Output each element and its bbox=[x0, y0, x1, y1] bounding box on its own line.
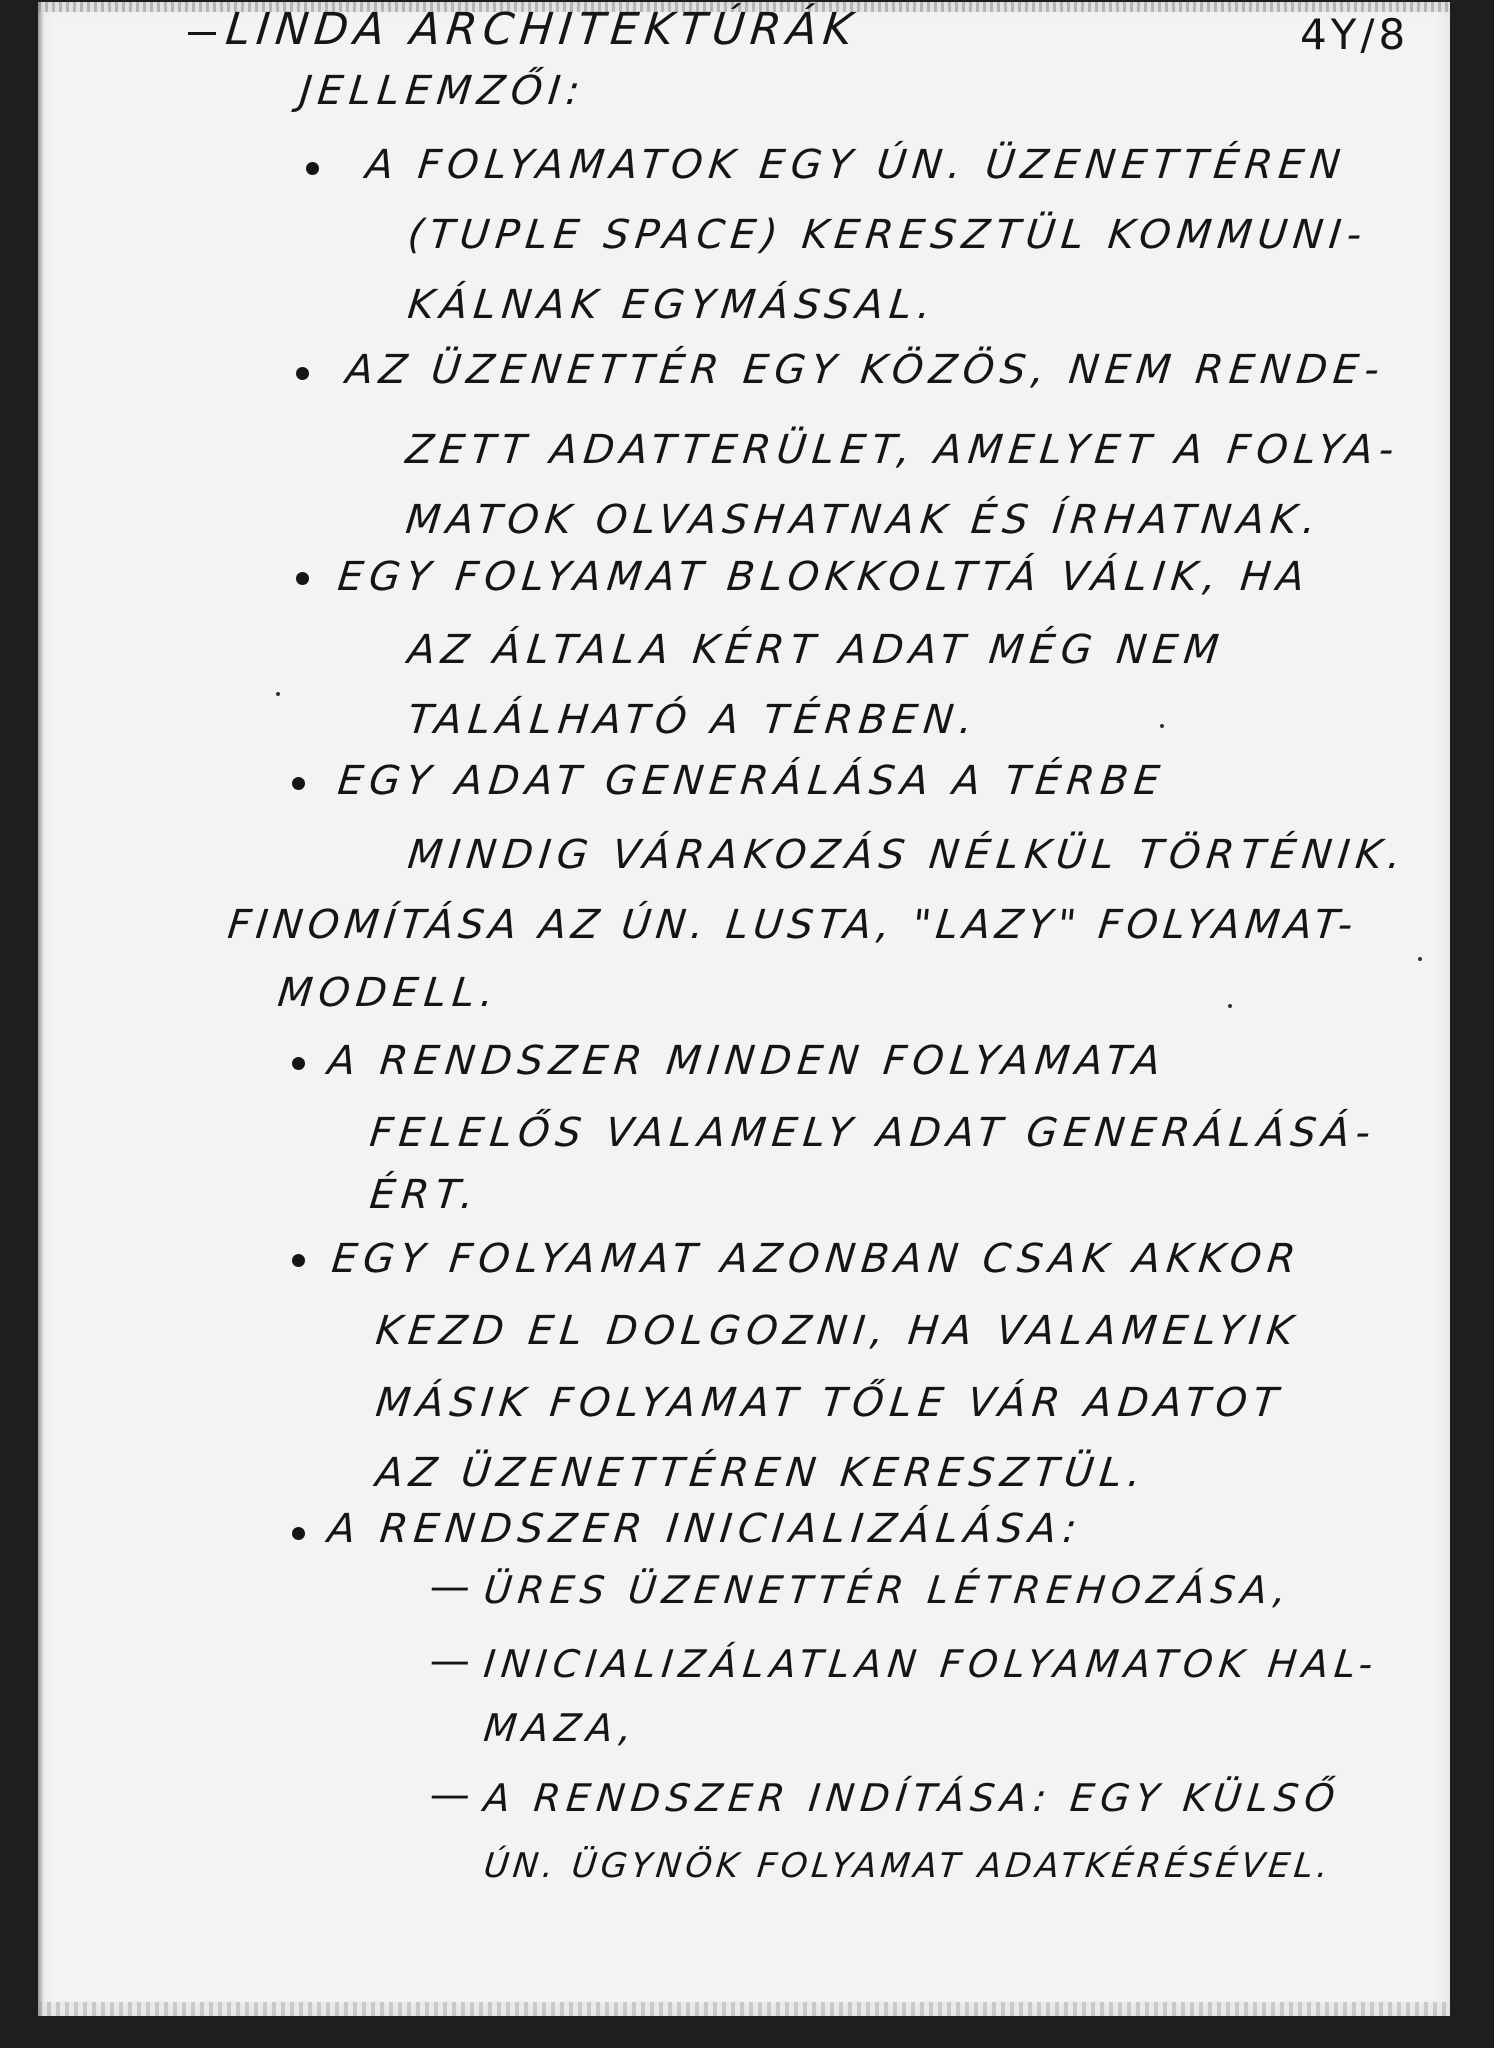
text-line: A RENDSZER INICIALIZÁLÁSA: bbox=[325, 1506, 1085, 1552]
text-line: A RENDSZER INDÍTÁSA: EGY KÜLSŐ bbox=[481, 1776, 1343, 1820]
bullet-dot bbox=[296, 572, 309, 585]
text-line: MAZA, bbox=[481, 1706, 640, 1750]
bullet-dot bbox=[292, 1527, 305, 1540]
text-line: FINOMÍTÁSA AZ ÚN. LUSTA, "LAZY" FOLYAMAT- bbox=[225, 902, 1360, 948]
text-line: ZETT ADATTERÜLET, AMELYET A FOLYA- bbox=[403, 427, 1402, 473]
text-line: FELELŐS VALAMELY ADAT GENERÁLÁSÁ- bbox=[367, 1110, 1379, 1156]
bullet-dot bbox=[292, 1057, 305, 1070]
scan-edge-left bbox=[38, 2, 44, 2016]
bullet-dot bbox=[292, 777, 305, 790]
page-subtitle: JELLEMZŐI: bbox=[297, 68, 589, 114]
text-line: AZ ÁLTALA KÉRT ADAT MÉG NEM bbox=[405, 627, 1227, 673]
dash-mark: — bbox=[427, 1638, 479, 1684]
text-line: TALÁLHATÓ A TÉRBEN. bbox=[405, 697, 981, 743]
text-line: EGY FOLYAMAT AZONBAN CSAK AKKOR bbox=[329, 1236, 1304, 1282]
text-line: EGY FOLYAMAT BLOKKOLTTÁ VÁLIK, HA bbox=[335, 554, 1313, 600]
text-line: AZ ÜZENETTÉREN KERESZTÜL. bbox=[373, 1450, 1149, 1496]
scan-speck bbox=[1160, 724, 1164, 728]
scan-edge-bottom bbox=[38, 2002, 1450, 2016]
text-line: KEZD EL DOLGOZNI, HA VALAMELYIK bbox=[373, 1308, 1302, 1354]
scan-speck bbox=[1228, 1004, 1232, 1008]
page-number: 4Y/8 bbox=[1300, 10, 1410, 59]
bullet-dot bbox=[306, 162, 319, 175]
text-line: EGY ADAT GENERÁLÁSA A TÉRBE bbox=[335, 758, 1168, 804]
scan-speck bbox=[276, 692, 280, 696]
title-dash bbox=[188, 32, 216, 35]
text-line: MATOK OLVASHATNAK ÉS ÍRHATNAK. bbox=[403, 497, 1324, 543]
page-title: LINDA ARCHITEKTÚRÁK bbox=[223, 4, 861, 55]
text-line: (TUPLE SPACE) KERESZTÜL KOMMUNI- bbox=[405, 212, 1370, 258]
text-line: AZ ÜZENETTÉR EGY KÖZÖS, NEM RENDE- bbox=[343, 347, 1388, 393]
text-line: A FOLYAMATOK EGY ÚN. ÜZENETTÉREN bbox=[363, 142, 1349, 188]
dash-mark: — bbox=[427, 1564, 479, 1610]
text-line: ÜRES ÜZENETTÉR LÉTREHOZÁSA, bbox=[481, 1568, 1295, 1612]
bullet-dot bbox=[296, 367, 309, 380]
scanned-page bbox=[38, 2, 1450, 2016]
text-line: MÁSIK FOLYAMAT TŐLE VÁR ADATOT bbox=[373, 1380, 1286, 1426]
text-line: A RENDSZER MINDEN FOLYAMATA bbox=[325, 1038, 1169, 1084]
text-line: INICIALIZÁLATLAN FOLYAMATOK HAL- bbox=[481, 1642, 1381, 1686]
bullet-dot bbox=[292, 1254, 305, 1267]
text-line: KÁLNAK EGYMÁSSAL. bbox=[405, 282, 939, 328]
text-line: MINDIG VÁRAKOZÁS NÉLKÜL TÖRTÉNIK. bbox=[405, 832, 1410, 878]
scan-speck bbox=[1418, 957, 1422, 961]
dash-mark: — bbox=[427, 1772, 479, 1818]
text-line: MODELL. bbox=[275, 970, 502, 1016]
text-line: ÉRT. bbox=[367, 1172, 482, 1218]
text-line: ÚN. ÜGYNÖK FOLYAMAT ADATKÉRÉSÉVEL. bbox=[481, 1846, 1334, 1886]
